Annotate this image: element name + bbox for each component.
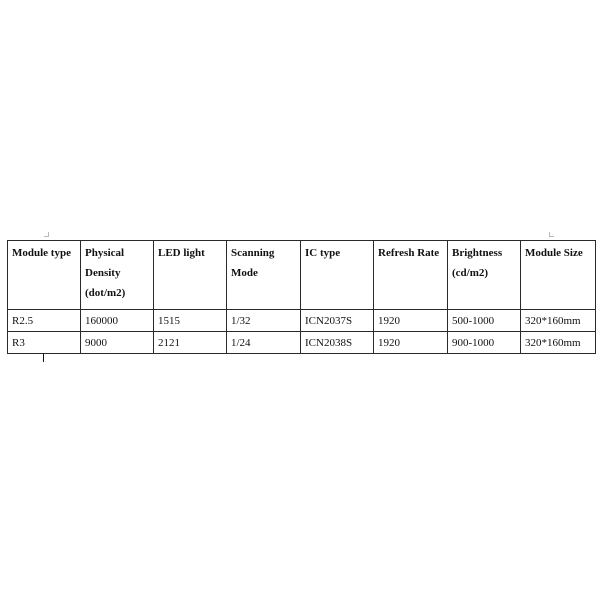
table-cell: 160000 <box>81 310 154 332</box>
header-cell: Physical Density (dot/m2) <box>81 241 154 310</box>
table-cell: 900-1000 <box>448 332 521 354</box>
table-row <box>8 332 596 354</box>
margin-mark-top-left-h <box>44 236 49 237</box>
header-cell: IC type <box>301 241 374 310</box>
header-cell: Module Size <box>521 241 596 310</box>
table-cell: 1/24 <box>227 332 301 354</box>
table-cell: 1515 <box>154 310 227 332</box>
table-cell: 1920 <box>374 310 448 332</box>
header-cell: Brightness (cd/m2) <box>448 241 521 310</box>
table-cell: 1/32 <box>227 310 301 332</box>
table-cell: ICN2038S <box>301 332 374 354</box>
table-cell: 500-1000 <box>448 310 521 332</box>
table-cell: 9000 <box>81 332 154 354</box>
text-cursor <box>43 354 44 362</box>
header-cell: Module type <box>8 241 81 310</box>
header-cell: LED light <box>154 241 227 310</box>
header-cell: Refresh Rate <box>374 241 448 310</box>
margin-mark-top-right-h <box>549 236 554 237</box>
table-cell: R3 <box>8 332 81 354</box>
spec-table <box>7 240 596 354</box>
table-cell: 320*160mm <box>521 332 596 354</box>
table-header-row <box>8 241 596 310</box>
table-cell: ICN2037S <box>301 310 374 332</box>
header-cell: Scanning Mode <box>227 241 301 310</box>
table-cell: 2121 <box>154 332 227 354</box>
table-cell: 320*160mm <box>521 310 596 332</box>
table-cell: 1920 <box>374 332 448 354</box>
table-cell: R2.5 <box>8 310 81 332</box>
table-row <box>8 310 596 332</box>
